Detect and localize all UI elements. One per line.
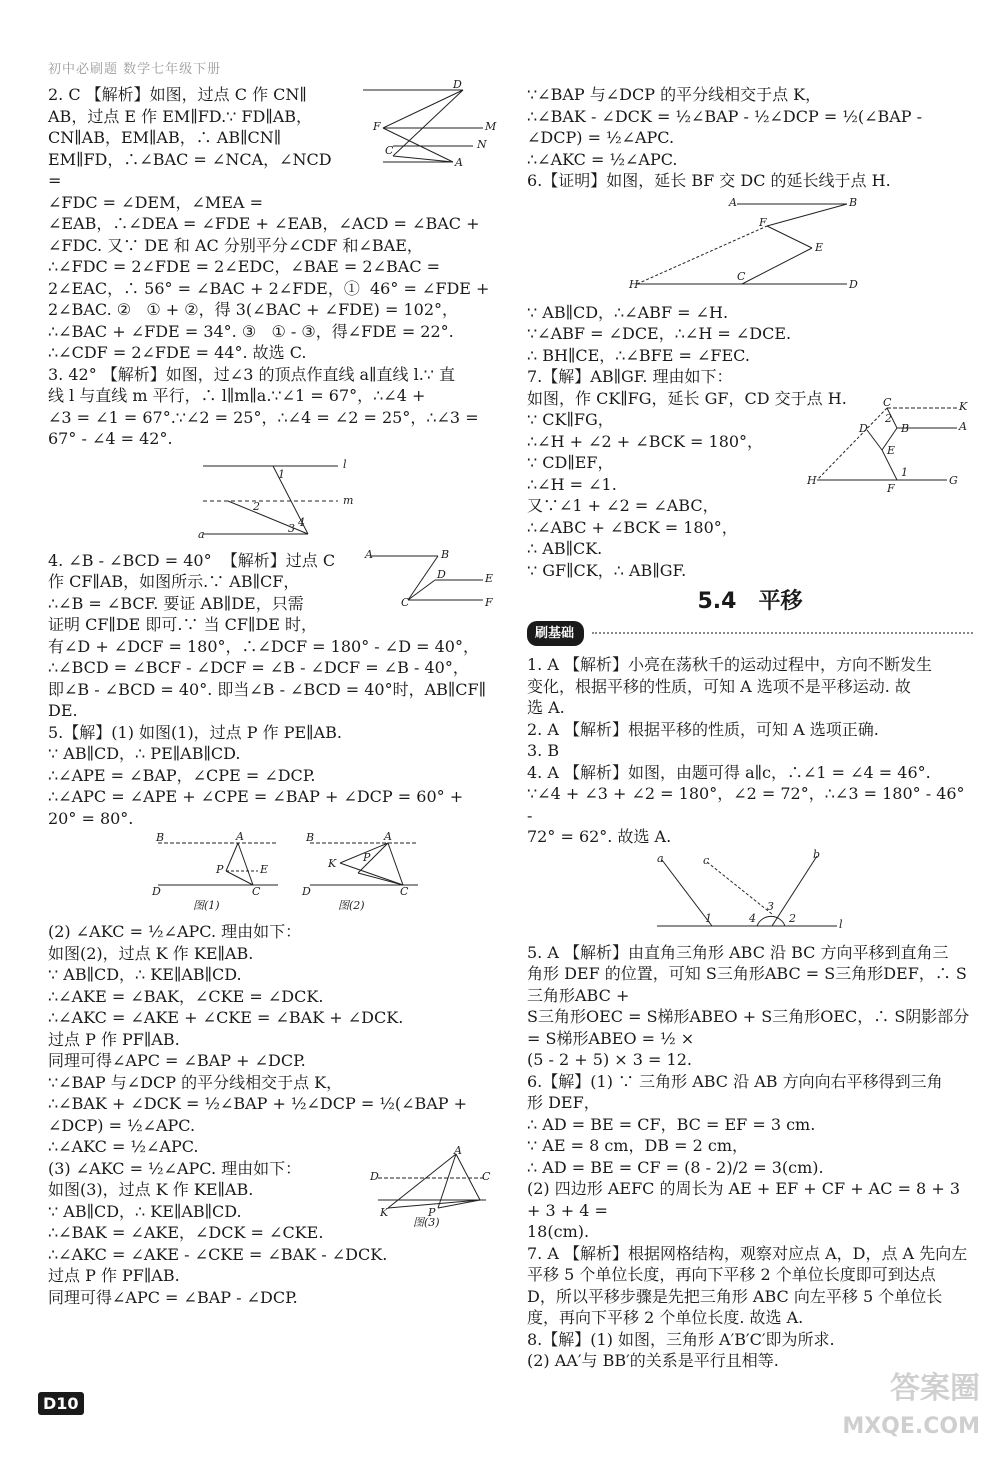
text-line: ∵ GF∥CK，∴ AB∥GF.: [527, 560, 687, 580]
text-line: 如图，作 CK∥FG，延长 GF，CD 交于点 H.: [527, 388, 847, 408]
text-line: 7. A 【解析】根据网格结构，观察对应点 A，D，点 A 先向左: [527, 1243, 968, 1263]
text-line: 又∵∠1 + ∠2 = ∠ABC，: [527, 496, 719, 515]
text-line: ∴∠BAC + ∠FDE = 34°. ③ ① - ③，得∠FDE = 22°.: [48, 321, 454, 341]
text-line: 作 CF∥AB，如图所示.∵ AB∥CF，: [48, 572, 300, 591]
svg-text:1: 1: [278, 467, 285, 481]
svg-text:C: C: [400, 885, 409, 898]
text-line: 72° = 62°. 故选 A.: [527, 827, 672, 846]
svg-text:A: A: [729, 195, 737, 209]
text-line: D，所以平移步骤是先把三角形 ABC 向左平移 5 个单位长: [527, 1286, 943, 1306]
svg-text:a: a: [657, 851, 664, 865]
svg-text:N: N: [477, 138, 487, 151]
text-line: ∴∠H = ∠1.: [527, 474, 617, 494]
watermark-url: MXQE.COM: [842, 1414, 980, 1439]
svg-text:P: P: [216, 863, 224, 876]
running-header: 初中必刷题 数学七年级下册: [48, 62, 222, 77]
text-line: 20° = 80°.: [48, 808, 134, 828]
text-line: 过点 P 作 PF∥AB.: [48, 1029, 180, 1049]
svg-text:E: E: [887, 444, 896, 457]
text-line: ∴ AB∥CK.: [527, 539, 603, 558]
text-line: ∵ AB∥CD，∴ PE∥AB∥CD.: [48, 744, 241, 763]
text-line: 2. C 【解析】如图，过点 C 作 CN∥: [48, 85, 307, 104]
svg-text:G: G: [949, 474, 958, 487]
svg-text:A: A: [236, 830, 244, 843]
fig-caption: 图(2): [338, 899, 365, 912]
text-line: 6.【解】(1) ∵ 三角形 ABC 沿 AB 方向向右平移得到三角: [527, 1071, 943, 1091]
text-line: 1. A 【解析】小亮在荡秋千的运动过程中，方向不断发生: [527, 655, 932, 674]
text-line: 2∠EAC，∴ 56° = ∠BAC + 2∠FDE，① 46° = ∠FDE +: [48, 278, 490, 298]
text-line: 形 DEF，: [527, 1093, 600, 1112]
text-line: 线 l 与直线 m 平行，∴ l∥m∥a.∵∠1 = 67°，∴∠4 +: [48, 386, 426, 405]
text-line: ∴∠CDF = 2∠FDE = 44°. 故选 C.: [48, 343, 307, 362]
text-line: 18(cm).: [527, 1222, 590, 1241]
text-line: S三角形OEC = S梯形ABEO + S三角形OEC，∴ S阴影部分 = S梯形ABEO = ½ ×: [527, 1007, 975, 1048]
svg-text:E: E: [260, 863, 269, 876]
text-line: 有∠D + ∠DCF = 180°，∴∠DCF = 180° - ∠D = 40°，: [48, 636, 479, 656]
svg-text:1: 1: [705, 911, 712, 925]
q4-block: [48, 547, 494, 722]
text-line: ∴∠BAK + ∠DCK = ½∠BAP + ½∠DCP = ½(∠BAP +: [48, 1094, 468, 1113]
text-line: ∴∠AKC = ½∠APC.: [48, 1137, 199, 1156]
text-line: ∵ AB∥CD，∴∠ABF = ∠H.: [527, 302, 729, 322]
text-line: ∠EAB，∴∠DEA = ∠FDE + ∠EAB，∠ACD = ∠BAC +: [48, 214, 480, 233]
text-line: (5 - 2 + 5) × 3 = 12.: [527, 1050, 692, 1069]
fig-caption: 图(1): [193, 899, 220, 912]
svg-text:P: P: [363, 851, 371, 864]
text-line: ∠3 = ∠1 = 67°.∵∠2 = 25°，∴∠4 = ∠2 = 25°，∴∠3 =: [48, 407, 479, 427]
svg-text:B: B: [901, 422, 910, 435]
svg-text:E: E: [815, 240, 824, 254]
svg-text:l: l: [839, 917, 843, 931]
text-line: ∴∠AKC = ∠AKE - ∠CKE = ∠BAK - ∠DCK.: [48, 1244, 388, 1264]
section-title: 5.4 平移: [697, 589, 803, 614]
svg-text:2: 2: [885, 412, 892, 425]
svg-text:2: 2: [253, 499, 260, 513]
text-line: (2) 四边形 AEFC 的周长为 AE + EF + CF + AC = 8 + 3 + 3 + 4 =: [527, 1179, 966, 1220]
svg-text:D: D: [152, 885, 161, 898]
text-line: CN∥AB，EM∥AB，∴ AB∥CN∥: [48, 128, 282, 147]
q5-figures-1-2: [48, 830, 494, 915]
svg-text:3: 3: [767, 899, 774, 913]
text-line: (3) ∠AKC = ½∠APC. 理由如下：: [48, 1158, 302, 1178]
text-line: ∵∠4 + ∠3 + ∠2 = 180°，∠2 = 72°，∴∠3 = 180° - 46° -: [527, 784, 970, 825]
text-line: ∠FDC = ∠DEM，∠MEA =: [48, 192, 263, 212]
svg-text:C: C: [482, 1169, 491, 1183]
text-line: ∴ AD = BE = CF = (8 - 2)/2 = 3(cm).: [527, 1157, 824, 1177]
q4-figure: [363, 547, 494, 620]
svg-text:a: a: [198, 527, 205, 541]
text-line: ∴ BH∥CE，∴∠BFE = ∠FEC.: [527, 345, 750, 365]
svg-text:M: M: [485, 120, 497, 133]
q5-block: [48, 722, 494, 830]
svg-text:B: B: [441, 547, 450, 561]
text-line: ∴∠APE = ∠BAP，∠CPE = ∠DCP.: [48, 765, 316, 785]
badge-label: 刷基础: [527, 621, 584, 647]
text-line: 2. A 【解析】根据平移的性质，可知 A 选项正确.: [527, 719, 879, 739]
left-column: [48, 78, 497, 1308]
q7-block: [527, 366, 973, 581]
text-line: 度，再向下平移 2 个单位长度. 故选 A.: [527, 1308, 804, 1327]
text-line: 67° - ∠4 = 42°.: [48, 429, 173, 448]
text-line: 7.【解】AB∥GF. 理由如下：: [527, 367, 733, 386]
svg-text:A: A: [365, 547, 373, 561]
text-line: 3. B: [527, 741, 560, 760]
watermark-logo: 答案圈: [890, 1371, 980, 1406]
text-line: ∵∠BAP 与∠DCP 的平分线相交于点 K，: [48, 1072, 343, 1092]
svg-text:D: D: [849, 277, 858, 291]
svg-text:4: 4: [749, 911, 756, 925]
text-line: 8.【解】(1) 如图，三角形 A′B′C′即为所求.: [527, 1329, 835, 1349]
text-line: ∴∠AKC = ∠AKE + ∠CKE = ∠BAK + ∠DCK.: [48, 1008, 404, 1027]
text-line: ∵∠ABF = ∠DCE，∴∠H = ∠DCE.: [527, 324, 792, 343]
page-number: D10: [38, 1392, 84, 1415]
svg-text:c: c: [703, 853, 710, 867]
svg-text:D: D: [859, 422, 868, 435]
svg-text:D: D: [370, 1169, 379, 1183]
svg-text:A: A: [959, 420, 967, 433]
q3-block: [48, 364, 494, 450]
svg-text:A: A: [455, 156, 463, 169]
svg-text:F: F: [373, 120, 381, 133]
text-line: ∴∠BCD = ∠BCF - ∠DCF = ∠B - ∠DCF = ∠B - 40°，: [48, 658, 469, 677]
q2-figure: [353, 78, 497, 169]
svg-text:C: C: [385, 144, 394, 157]
text-line: 2∠BAC. ② ① + ②，得 3(∠BAC + ∠FDE) = 102°，: [48, 300, 459, 319]
text-line: ∠DCP) = ½∠APC.: [48, 1115, 196, 1135]
text-line: ∴ AD = BE = CF，BC = EF = 3 cm.: [527, 1114, 816, 1134]
text-line: ∴∠AKC = ½∠APC.: [527, 149, 678, 169]
svg-text:3: 3: [288, 521, 295, 535]
dotted-divider: [592, 632, 973, 634]
svg-text:F: F: [887, 482, 895, 495]
text-line: 5. A 【解析】由直角三角形 ABC 沿 BC 方向平移到直角三: [527, 942, 949, 962]
text-line: ∴∠BAK = ∠AKE，∠DCK = ∠CKE.: [48, 1223, 324, 1242]
svg-text:B: B: [849, 195, 858, 209]
svg-text:l: l: [343, 457, 347, 471]
svg-text:P: P: [428, 1205, 436, 1219]
b4-figure: [527, 847, 973, 936]
text-line: 同理可得∠APC = ∠BAP - ∠DCP.: [48, 1287, 298, 1307]
svg-text:K: K: [959, 400, 968, 413]
text-line: EM∥FD，∴∠BAC = ∠NCA，∠NCD =: [48, 149, 337, 190]
svg-text:C: C: [401, 595, 410, 609]
q7-figure: [797, 396, 973, 500]
text-line: ∵ CD∥EF，: [527, 453, 614, 472]
svg-text:m: m: [343, 493, 354, 507]
text-line: 过点 P 作 PF∥AB.: [48, 1266, 180, 1285]
text-line: ∴∠BAK - ∠DCK = ½∠BAP - ½∠DCP = ½(∠BAP -: [527, 106, 923, 126]
svg-text:H: H: [629, 277, 639, 291]
watermark: [842, 1370, 980, 1446]
text-line: (2) ∠AKC = ½∠APC. 理由如下：: [48, 922, 302, 941]
text-line: ∵ AB∥CD，∴ KE∥AB∥CD.: [48, 1201, 242, 1221]
text-line: 角形 DEF 的位置，可知 S三角形ABC = S三角形DEF，∴ S三角形ABC +: [527, 964, 967, 1005]
text-line: ∠FDC. 又∵ DE 和 AC 分别平分∠CDF 和∠BAE，: [48, 235, 423, 255]
text-line: 3. 42° 【解析】如图，过∠3 的顶点作直线 a∥直线 l.∵ 直: [48, 364, 456, 384]
svg-text:K: K: [380, 1205, 389, 1219]
text-line: DE.: [48, 701, 78, 720]
svg-text:E: E: [485, 571, 494, 585]
svg-text:D: D: [437, 567, 446, 581]
text-line: (2) AA′与 BB′的关系是平行且相等.: [527, 1351, 779, 1370]
text-line: AB，过点 E 作 EM∥FD.∵ FD∥AB，: [48, 106, 313, 126]
svg-text:C: C: [252, 885, 261, 898]
text-line: 平移 5 个单位长度，再向下平移 2 个单位长度即可到达点: [527, 1265, 936, 1284]
svg-text:H: H: [807, 474, 817, 487]
svg-text:A: A: [384, 830, 392, 843]
text-line: 变化，根据平移的性质，可知 A 选项不是平移运动. 故: [527, 676, 911, 696]
q5-figure-3: [368, 1143, 494, 1230]
text-line: ∵∠BAP 与∠DCP 的平分线相交于点 K，: [527, 85, 822, 104]
svg-text:4: 4: [298, 515, 305, 529]
fig-caption: 图(3): [413, 1215, 440, 1229]
q2-block: [48, 84, 348, 213]
right-column: [527, 84, 973, 1372]
text-line: 选 A.: [527, 698, 565, 717]
text-line: 证明 CF∥DE 即可.∵ 当 CF∥DE 时，: [48, 615, 318, 634]
svg-text:C: C: [883, 396, 892, 409]
text-line: ∴∠H + ∠2 + ∠BCK = 180°，: [527, 431, 764, 451]
q5-part3: [48, 1143, 494, 1309]
text-line: 即∠B - ∠BCD = 40°. 即当∠B - ∠BCD = 40°时，AB∥CF∥: [48, 679, 487, 699]
svg-text:b: b: [813, 847, 821, 861]
text-line: ∵ CK∥FG，: [527, 410, 614, 429]
text-line: 如图(2)，过点 K 作 KE∥AB.: [48, 943, 254, 963]
svg-text:F: F: [759, 215, 767, 229]
text-line: ∴∠ABC + ∠BCK = 180°，: [527, 517, 738, 537]
svg-text:B: B: [306, 831, 315, 844]
text-line: ∵ AE = 8 cm，DB = 2 cm，: [527, 1136, 749, 1155]
text-line: 4. ∠B - ∠BCD = 40° 【解析】过点 C: [48, 550, 336, 570]
svg-text:A: A: [454, 1143, 462, 1157]
svg-text:B: B: [156, 831, 165, 844]
svg-text:1: 1: [901, 466, 908, 479]
svg-text:D: D: [302, 885, 311, 898]
svg-text:F: F: [485, 595, 493, 609]
text-line: ∴∠AKE = ∠BAK，∠CKE = ∠DCK.: [48, 986, 324, 1006]
text-line: ∴∠B = ∠BCF. 要证 AB∥DE，只需: [48, 593, 304, 613]
text-line: ∵ AB∥CD，∴ KE∥AB∥CD.: [48, 965, 242, 984]
text-line: 6.【证明】如图，延长 BF 交 DC 的延长线于点 H.: [527, 171, 891, 190]
text-line: 5.【解】(1) 如图(1)，过点 P 作 PE∥AB.: [48, 722, 342, 742]
q3-figure: [48, 454, 494, 544]
svg-text:2: 2: [789, 911, 796, 925]
q6-figure: [527, 196, 973, 296]
svg-text:C: C: [737, 269, 746, 283]
svg-text:D: D: [453, 78, 462, 91]
text-line: 如图(3)，过点 K 作 KE∥AB.: [48, 1180, 254, 1199]
practice-badge: [527, 621, 973, 647]
text-line: ∴∠FDC = 2∠FDE = 2∠EDC，∠BAE = 2∠BAC =: [48, 257, 441, 276]
text-line: 同理可得∠APC = ∠BAP + ∠DCP.: [48, 1051, 306, 1070]
text-line: ∠DCP) = ½∠APC.: [527, 128, 675, 147]
text-line: 4. A 【解析】如图，由题可得 a∥c，∴∠1 = ∠4 = 46°.: [527, 762, 931, 782]
svg-text:K: K: [328, 857, 337, 870]
text-line: ∴∠APC = ∠APE + ∠CPE = ∠BAP + ∠DCP = 60° +: [48, 787, 464, 806]
